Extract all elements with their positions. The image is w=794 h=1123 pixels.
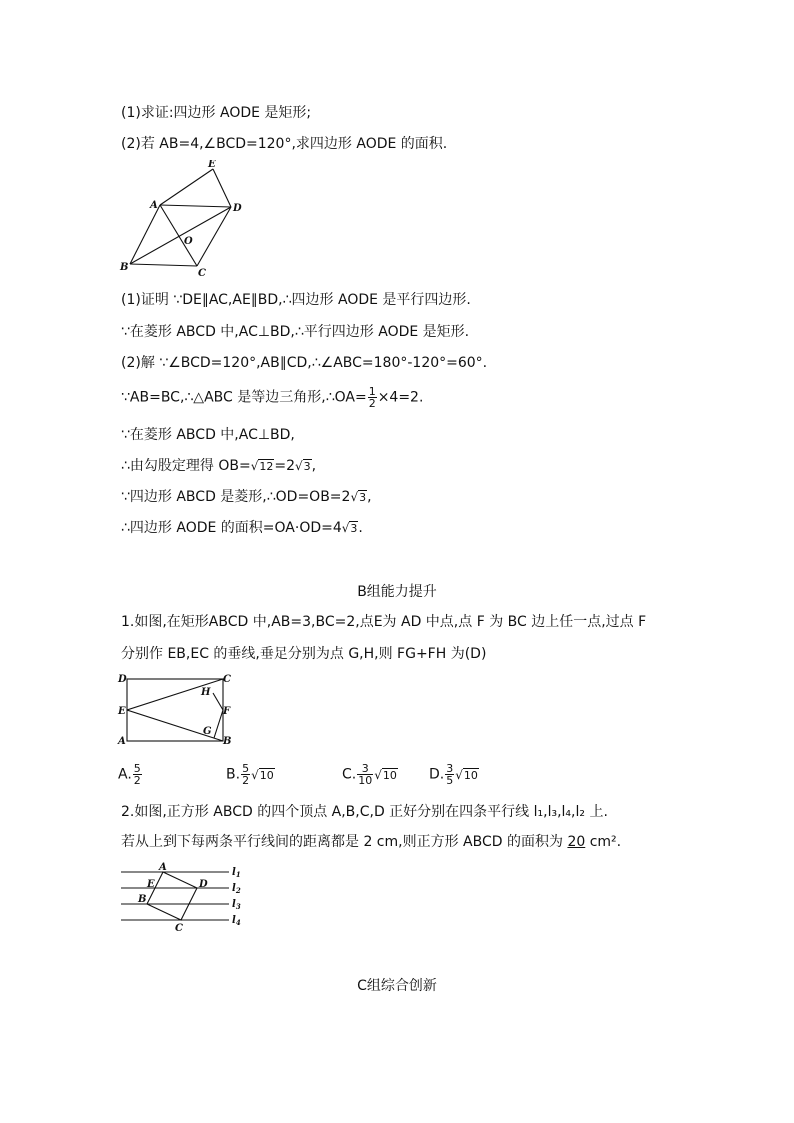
option-c: C. $\frac{3}{10}$ √10 <box>342 762 397 787</box>
fig1-label-c: C <box>198 268 206 279</box>
solution-line-2: ∵在菱形 ABCD 中,AC⊥BD,∴平行四边形 AODE 是矩形. <box>121 324 470 340</box>
fig2-label-c: C <box>223 674 231 685</box>
q1-line-1: 1.如图,在矩形ABCD 中,AB=3,BC=2,点E为 AD 中点,点 F 为 BC 边上任一点,过点 F <box>121 614 647 630</box>
fig1-label-b: B <box>120 262 129 273</box>
question-part-1: (1)求证:四边形 AODE 是矩形; <box>121 105 312 121</box>
fig1-label-d: D <box>233 203 242 214</box>
fig2-label-e: E <box>118 706 126 717</box>
q2-line-1: 2.如图,正方形 ABCD 的四个顶点 A,B,C,D 正好分别在四条平行线 l₁,l₃,l₄,l₂ 上. <box>121 804 608 820</box>
fig2-label-a: A <box>118 736 126 747</box>
solution-line-7: ∵四边形 ABCD 是菱形,∴OD=OB=2√3, <box>121 487 372 508</box>
option-b: B. $\frac{5}{2}$ √10 <box>226 762 274 787</box>
solution-line-3: (2)解 ∵∠BCD=120°,AB∥CD,∴∠ABC=180°-120°=60°. <box>121 355 488 371</box>
fig3-label-e: E <box>147 879 155 890</box>
section-b-title: B组能力提升 <box>357 584 437 600</box>
fig3-label-d: D <box>199 879 208 890</box>
fig3-label-l3: $l_3$ <box>232 899 241 911</box>
section-c-title: C组综合创新 <box>357 978 437 994</box>
fig1-label-e: E <box>208 160 216 170</box>
option-d: D. $\frac{3}{5}$ √10 <box>429 762 478 787</box>
solution-line-6: ∴由勾股定理得 OB=√12=2√3, <box>121 456 316 477</box>
sqrt-3: √3 <box>350 490 367 504</box>
fig1-label-o: O <box>184 236 193 247</box>
rhombus-figure <box>110 160 260 280</box>
sqrt-12: √12 <box>250 459 274 473</box>
question-part-2: (2)若 AB=4,∠BCD=120°,求四边形 AODE 的面积. <box>121 136 448 152</box>
fig1-label-a: A <box>150 200 158 211</box>
sqrt-3: √3 <box>295 459 311 473</box>
fig2-label-f: F <box>223 706 231 717</box>
solution-line-4: ∵AB=BC,∴△ABC 是等边三角形,∴OA= $\frac{1}{2}$ ×4=2. <box>121 385 424 410</box>
fig3-label-c: C <box>175 923 183 934</box>
fig3-label-l4: $l_4$ <box>232 915 241 927</box>
fig2-label-g: G <box>203 726 212 737</box>
q2-answer: 20 <box>567 834 586 850</box>
solution-line-8: ∴四边形 AODE 的面积=OA·OD=4√3. <box>121 518 363 539</box>
q2-line-2: 若从上到下每两条平行线间的距离都是 2 cm,则正方形 ABCD 的面积为 20 cm². <box>121 834 622 850</box>
fig3-label-l1: $l_1$ <box>232 867 241 879</box>
rectangle-figure <box>115 670 245 750</box>
fig3-label-a: A <box>159 862 167 873</box>
fig2-label-h: H <box>201 687 211 698</box>
q1-line-2: 分别作 EB,EC 的垂线,垂足分别为点 G,H,则 FG+FH 为(D) <box>121 646 487 662</box>
parallel-lines-figure <box>115 860 250 935</box>
solution-line-5: ∵在菱形 ABCD 中,AC⊥BD, <box>121 427 295 443</box>
option-a: A. $\frac{5}{2}$ <box>118 762 141 787</box>
fraction-one-half: $\frac{1}{2}$ <box>368 385 376 410</box>
fig2-label-d: D <box>118 674 127 685</box>
fig2-label-b: B <box>223 736 232 747</box>
fig3-label-b: B <box>138 894 147 905</box>
sqrt-3: √3 <box>341 521 358 535</box>
fig3-label-l2: $l_2$ <box>232 883 241 895</box>
solution-line-1: (1)证明 ∵DE∥AC,AE∥BD,∴四边形 AODE 是平行四边形. <box>121 292 471 308</box>
